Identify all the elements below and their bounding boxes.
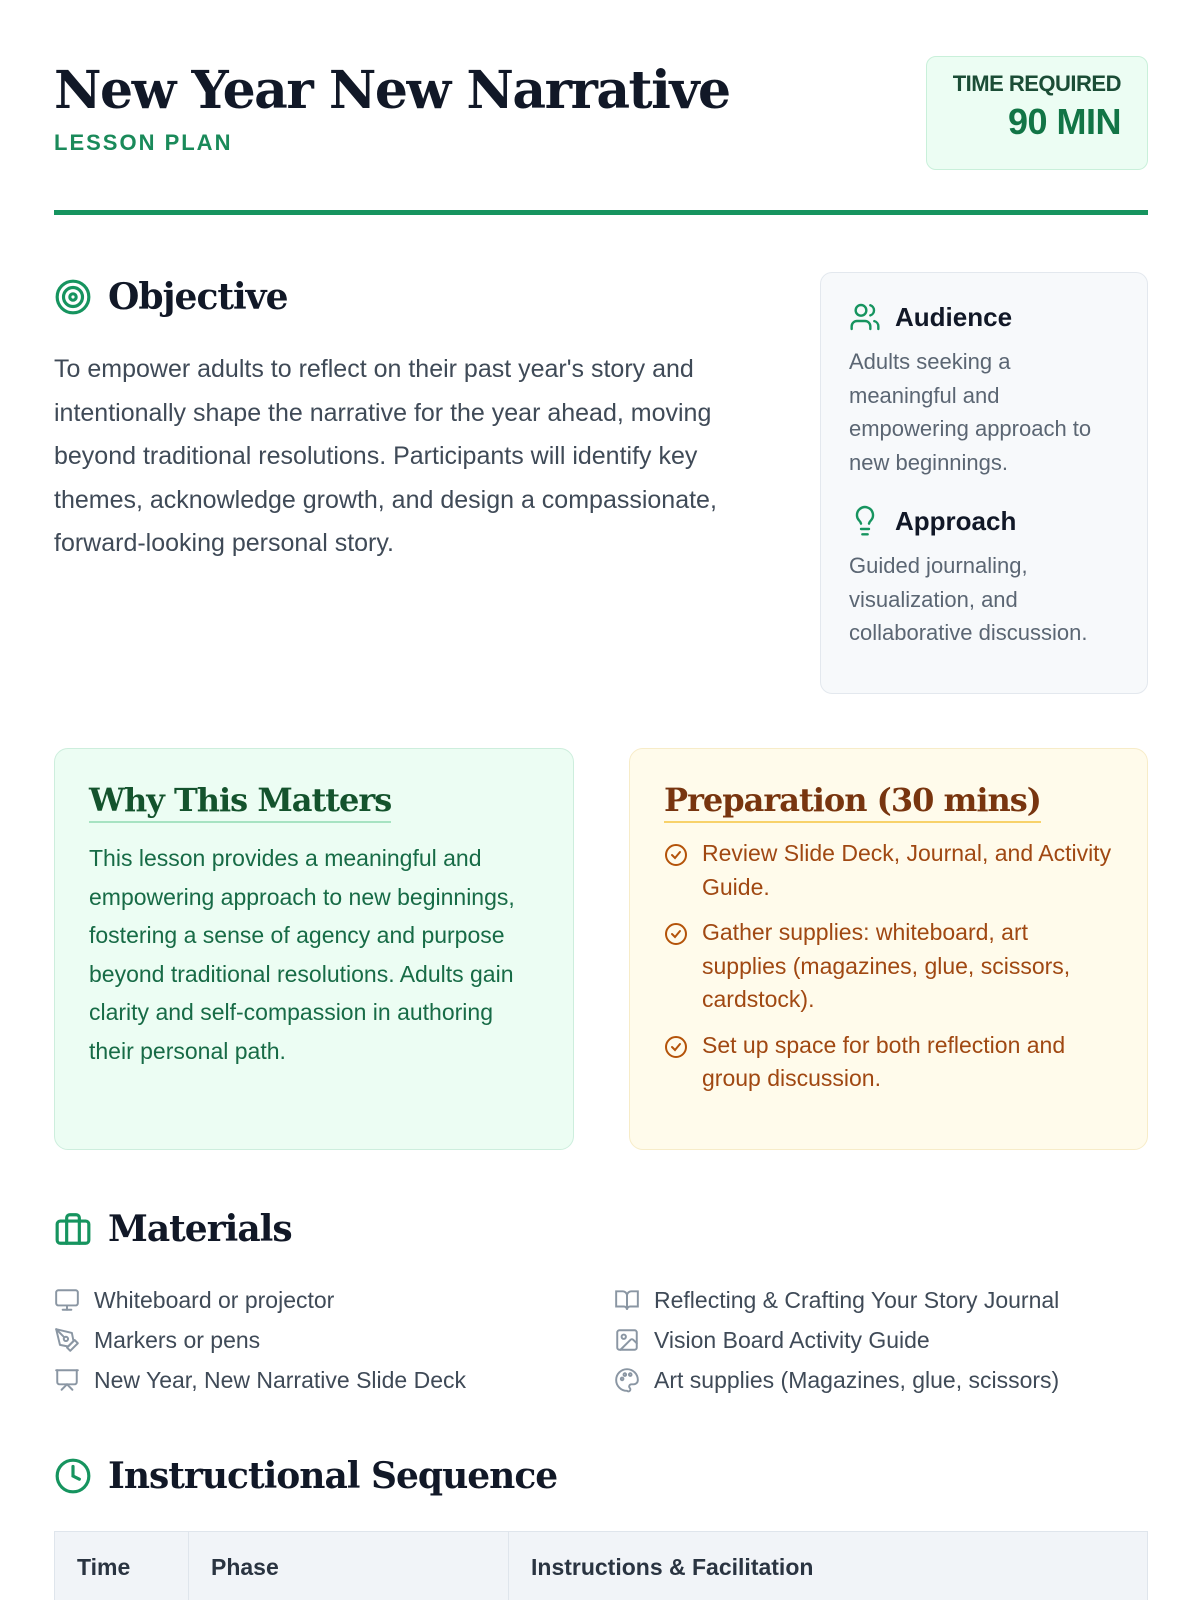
page-title: New Year New Narrative bbox=[54, 60, 730, 121]
users-icon bbox=[849, 301, 881, 333]
why-heading: Why This Matters bbox=[89, 781, 391, 823]
target-icon bbox=[54, 278, 92, 316]
header-divider bbox=[54, 210, 1148, 215]
check-circle-icon bbox=[664, 843, 688, 867]
audience-approach-card bbox=[820, 272, 1148, 694]
list-item bbox=[664, 1029, 1113, 1096]
check-circle-icon bbox=[664, 1035, 688, 1059]
list-item bbox=[54, 1286, 614, 1314]
materials-list bbox=[54, 1286, 1148, 1394]
list-item bbox=[664, 916, 1113, 1017]
pen-icon bbox=[54, 1327, 80, 1353]
objective-text: To empower adults to reflect on their past year's story and intentionally shape the narrative for the year ahead, moving beyond traditional resolutions. Participants will identify key themes, acknowledge growth, and design a compassionate, forward-looking personal story. bbox=[54, 355, 717, 557]
time-required-value: 90 MIN bbox=[1007, 101, 1121, 142]
list-item bbox=[614, 1366, 1148, 1394]
objective-heading: Objective bbox=[108, 276, 288, 318]
preparation-item-text: Set up space for both reflection and group discussion. bbox=[702, 1031, 1066, 1091]
list-item bbox=[614, 1326, 1148, 1354]
monitor-icon bbox=[54, 1287, 80, 1313]
material-label: Vision Board Activity Guide bbox=[654, 1326, 930, 1353]
preparation-heading: Preparation (30 mins) bbox=[664, 781, 1041, 823]
audience-heading: Audience bbox=[895, 301, 1013, 332]
sequence-heading: Instructional Sequence bbox=[108, 1455, 558, 1497]
material-label: New Year, New Narrative Slide Deck bbox=[94, 1366, 466, 1393]
materials-section bbox=[54, 1208, 1148, 1394]
image-icon bbox=[614, 1327, 640, 1353]
column-header-phase: Phase bbox=[189, 1532, 509, 1600]
lightbulb-icon bbox=[849, 505, 881, 537]
page-subtitle: LESSON PLAN bbox=[54, 130, 233, 155]
objective-section bbox=[54, 276, 774, 566]
briefcase-icon bbox=[54, 1210, 92, 1248]
lesson-header bbox=[54, 56, 1148, 218]
check-circle-icon bbox=[664, 922, 688, 946]
list-item bbox=[664, 837, 1113, 904]
list-item bbox=[54, 1366, 614, 1394]
preparation-card bbox=[629, 748, 1148, 1150]
approach-text: Guided journaling, visualization, and collaborative discussion. bbox=[849, 553, 1088, 645]
presentation-icon bbox=[54, 1367, 80, 1393]
palette-icon bbox=[614, 1367, 640, 1393]
material-label: Whiteboard or projector bbox=[94, 1286, 335, 1313]
materials-heading: Materials bbox=[108, 1208, 292, 1250]
audience-text: Adults seeking a meaningful and empowering approach to new beginnings. bbox=[849, 349, 1092, 475]
material-label: Reflecting & Crafting Your Story Journal bbox=[654, 1286, 1060, 1313]
clock-icon bbox=[54, 1457, 92, 1495]
approach-heading: Approach bbox=[895, 505, 1017, 536]
why-this-matters-card bbox=[54, 748, 574, 1150]
sequence-table-header bbox=[54, 1531, 1148, 1600]
time-required-badge bbox=[926, 56, 1148, 170]
preparation-list bbox=[664, 837, 1113, 1096]
instructional-sequence-section bbox=[54, 1455, 1148, 1497]
column-header-time: Time bbox=[55, 1532, 189, 1600]
preparation-item-text: Gather supplies: whiteboard, art supplies (magazines, glue, scissors, cardstock). bbox=[702, 919, 1071, 1012]
time-required-label: TIME REQUIRED bbox=[952, 71, 1121, 96]
book-open-icon bbox=[614, 1287, 640, 1313]
column-header-instructions: Instructions & Facilitation bbox=[531, 1554, 814, 1580]
material-label: Markers or pens bbox=[94, 1326, 261, 1353]
preparation-item-text: Review Slide Deck, Journal, and Activity Guide. bbox=[702, 840, 1112, 900]
list-item bbox=[54, 1326, 614, 1354]
material-label: Art supplies (Magazines, glue, scissors) bbox=[654, 1366, 1060, 1393]
why-text: This lesson provides a meaningful and empowering approach to new beginnings, fostering a sense of agency and purpose beyond traditional resolutions. Adults gain clarity and self-compassion in authoring their personal path. bbox=[89, 845, 515, 1064]
list-item bbox=[614, 1286, 1148, 1314]
